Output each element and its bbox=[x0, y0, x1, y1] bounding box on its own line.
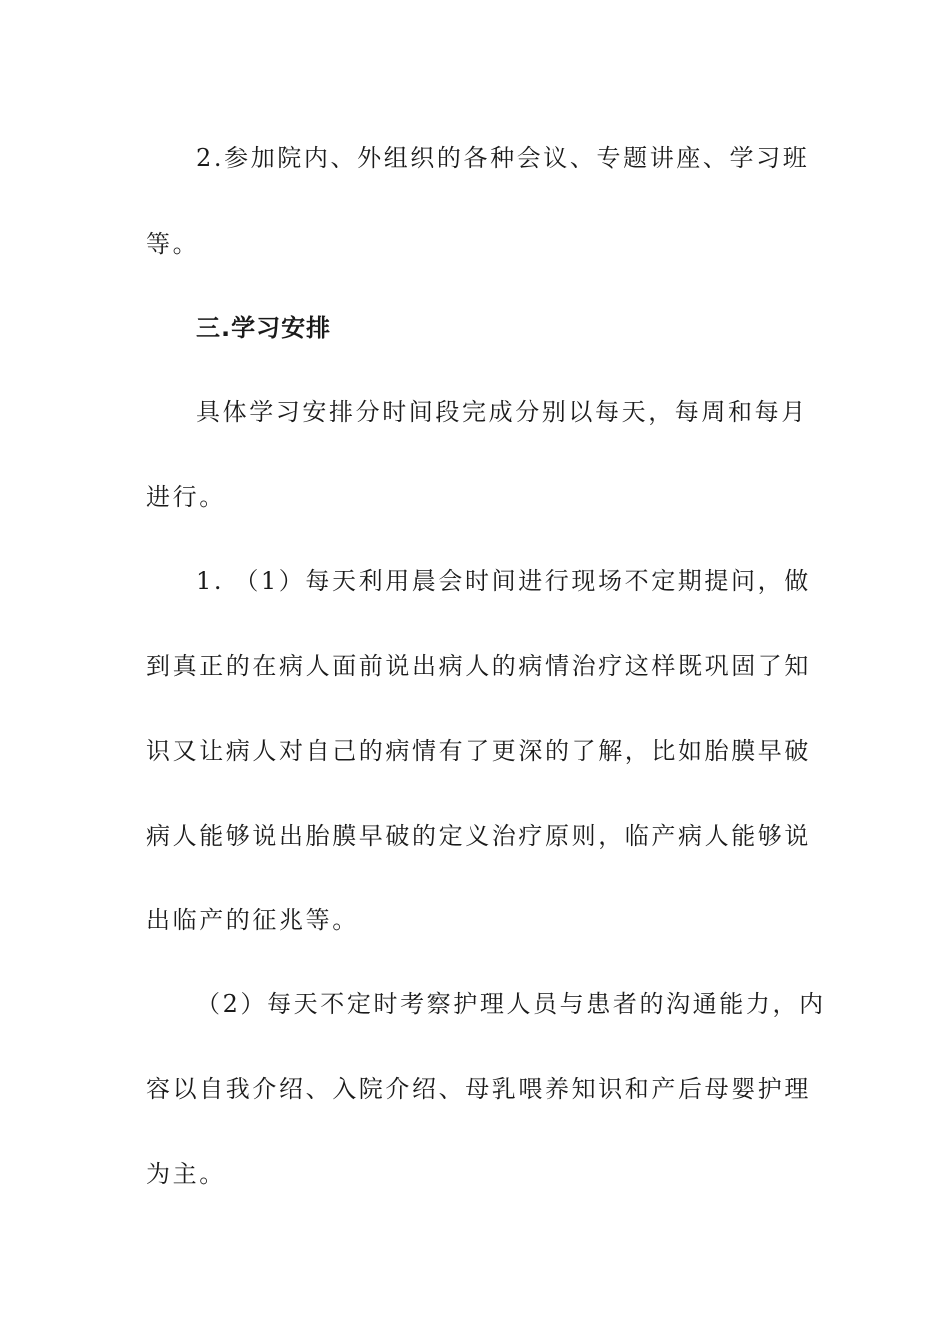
paragraph-2-line-1: 2.参加院内、外组织的各种会议、专题讲座、学习班 bbox=[196, 144, 810, 172]
item-1-line-1: 1. （1）每天利用晨会时间进行现场不定期提问，做 bbox=[196, 567, 811, 595]
paragraph-2-line-2: 等。 bbox=[146, 230, 200, 258]
schedule-intro-line-2: 进行。 bbox=[146, 483, 226, 511]
schedule-intro-line-1: 具体学习安排分时间段完成分别以每天，每周和每月 bbox=[196, 398, 808, 426]
section-heading-3: 三.学习安排 bbox=[196, 314, 332, 342]
item-1-line-2: 到真正的在病人面前说出病人的病情治疗这样既巩固了知 bbox=[146, 652, 811, 680]
item-1-line-5: 出临产的征兆等。 bbox=[146, 906, 359, 934]
item-2-line-3: 为主。 bbox=[146, 1160, 226, 1188]
item-2-line-1: （2）每天不定时考察护理人员与患者的沟通能力，内 bbox=[196, 990, 826, 1018]
item-2-line-2: 容以自我介绍、入院介绍、母乳喂养知识和产后母婴护理 bbox=[146, 1075, 811, 1103]
item-1-line-4: 病人能够说出胎膜早破的定义治疗原则，临产病人能够说 bbox=[146, 822, 811, 850]
item-1-line-3: 识又让病人对自己的病情有了更深的了解，比如胎膜早破 bbox=[146, 737, 811, 765]
